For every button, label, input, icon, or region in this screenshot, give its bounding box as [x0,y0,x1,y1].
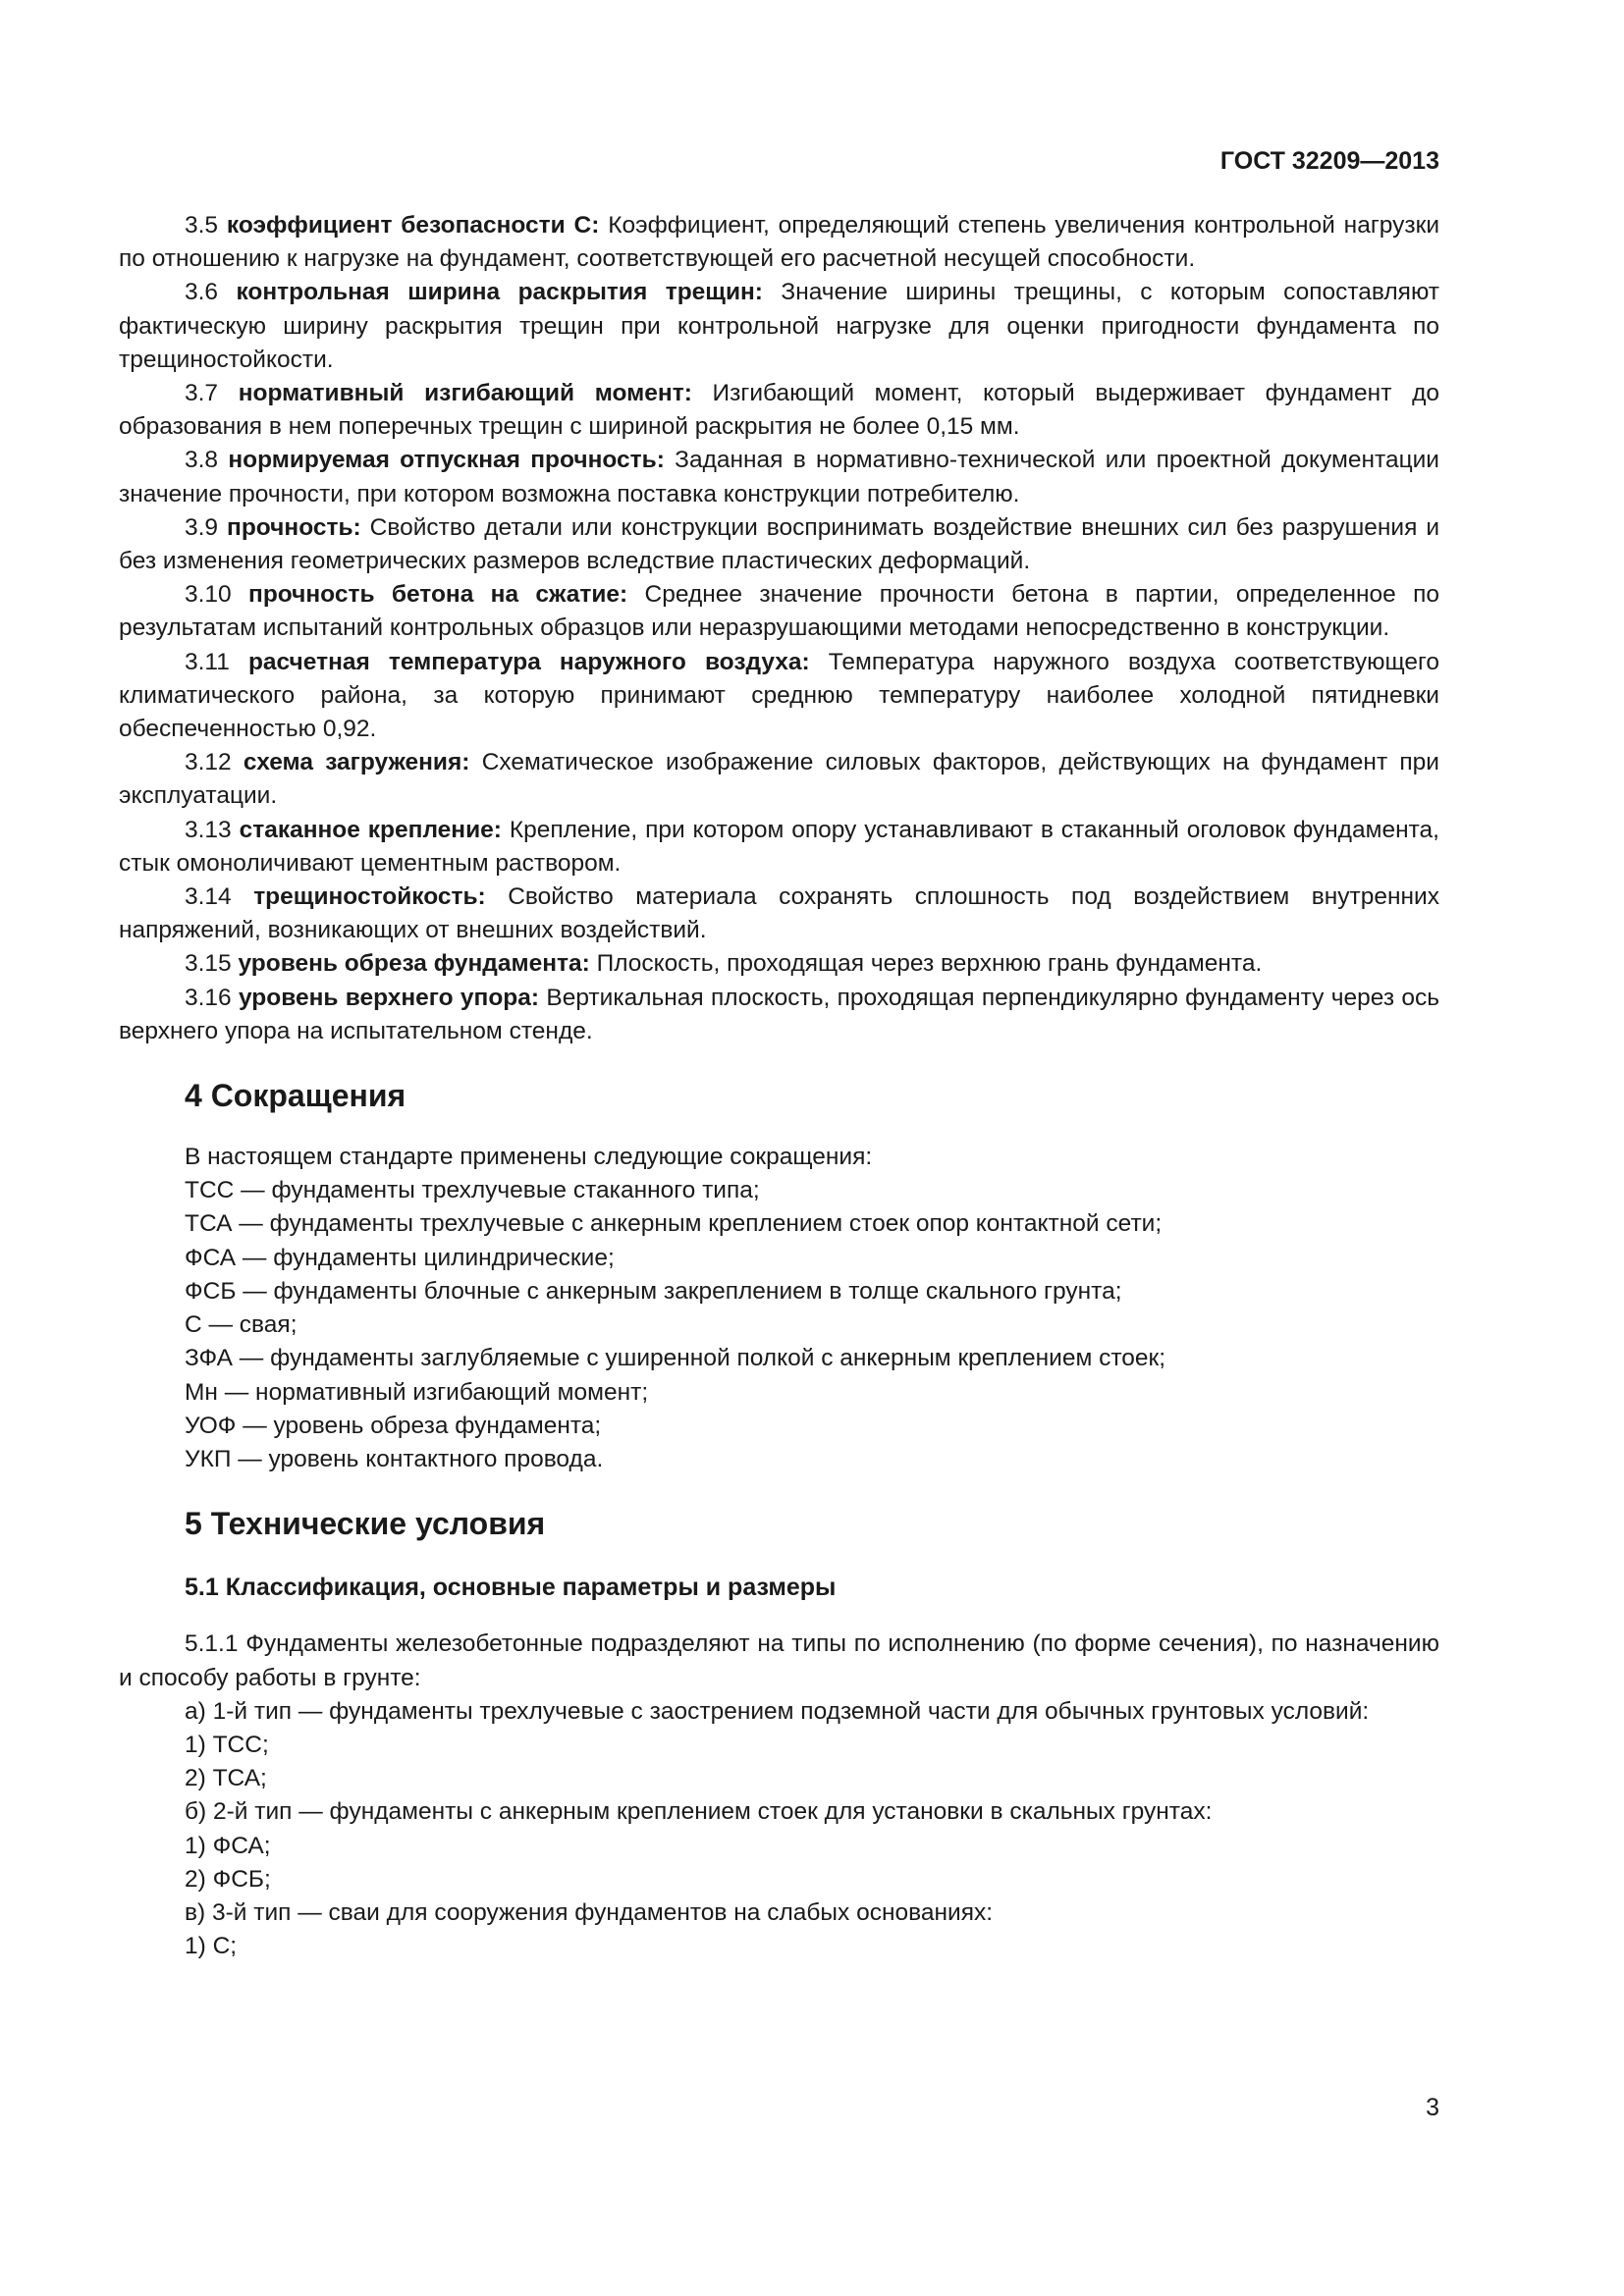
definition-3-16: 3.16 уровень верхнего упора: Вертикальная плоскость, проходящая перпендикулярно фундаменту через ось верхнего упора на испытательном стенде. [119,984,1439,1044]
definition-3-12: 3.12 схема загружения: Схематическое изображение силовых факторов, действующих на фундамент при эксплуатации. [119,749,1439,810]
list-item: ФСА — фундаменты цилиндрические; [185,1244,615,1271]
list-item: ТСА — фундаменты трехлучевые с анкерным креплением стоек опор контактной сети; [185,1210,1163,1238]
definition-3-7: 3.7 нормативный изгибающий момент: Изгибающий момент, который выдерживает фундамент до образования в нем поперечных трещин с шириной раскрытия не более 0,15 мм. [119,380,1439,441]
list-item: Мн — нормативный изгибающий момент; [185,1378,649,1406]
type-c-paragraph: в) 3-й тип — сваи для сооружения фундаментов на слабых основаниях: [185,1898,994,1926]
list-item: УОФ — уровень обреза фундамента; [185,1412,602,1439]
type-a-paragraph: а) 1-й тип — фундаменты трехлучевые с заострением подземной части для обычных грунтовых условий: [185,1697,1370,1725]
section-4-heading: 4 Сокращения [185,1078,406,1114]
definition-3-11: 3.11 расчетная температура наружного воздуха: Температура наружного воздуха соответствующего климатического района, за которую принимают среднюю температуру наиболее холодной пятидневки обеспеченностью 0,92. [119,648,1440,743]
list-item: 1) С; [185,1933,238,1960]
list-item: 1) ФСА; [185,1832,271,1859]
list-item: 2) ФСБ; [185,1865,271,1893]
list-item: УКП — уровень контактного провода. [185,1445,604,1472]
abbreviations-intro: В настоящем стандарте применены следующие сокращения: [185,1144,873,1171]
list-item: 1) ТСС; [185,1731,269,1758]
page-header-standard-id: ГОСТ 32209—2013 [1219,147,1439,175]
definition-3-9: 3.9 прочность: Свойство детали или конструкции воспринимать воздействие внешних сил без разрушения и без изменения геометрических размеров вследствие пластических деформаций. [119,513,1440,575]
definition-3-8: 3.8 нормируемая отпускная прочность: Заданная в нормативно-технической или проектной документации значение прочности, при котором возможна поставка конструкции потребителю. [119,447,1439,507]
definition-3-13: 3.13 стаканное крепление: Крепление, при котором опору устанавливают в стаканный оголовок фундамента, стык омоноличивают цементным раствором. [119,816,1439,877]
list-item: 2) ТСА; [185,1765,267,1792]
list-item: С — свая; [185,1311,298,1339]
paragraph-5-1-1: 5.1.1 Фундаменты железобетонные подразделяют на типы по исполнению (по форме сечения), по назначению и способу работы в грунте: [119,1630,1439,1691]
document-body [119,209,1439,1963]
abbreviations-list [185,1141,1439,1476]
list-item: ФСБ — фундаменты блочные с анкерным закреплением в толще скального грунта; [185,1277,1122,1305]
definition-3-5: 3.5 коэффициент безопасности С: Коэффициент, определяющий степень увеличения контрольной нагрузки по отношению к нагрузке на фундамент, соответствующей его расчетной несущей способности. [119,212,1439,273]
definition-3-14: 3.14 трещиностойкость: Свойство материала сохранять сплошность под воздействием внутренних напряжений, возникающих от внешних воздействий. [119,883,1439,944]
list-item: ЗФА — фундаменты заглубляемые с уширенной полкой с анкерным креплением стоек; [185,1345,1166,1372]
list-item: ТСС — фундаменты трехлучевые стаканного типа; [185,1177,760,1204]
definitions-list [119,209,1439,1048]
definition-3-6: 3.6 контрольная ширина раскрытия трещин: Значение ширины трещины, с которым сопоставляют фактическую ширину раскрытия трещин при контрольной нагрузке для оценки пригодности фундамента по трещиностойкости. [119,279,1440,373]
definition-3-15: 3.15 уровень обреза фундамента: Плоскость, проходящая через верхнюю грань фундамента. [185,950,1263,978]
section-5-1-heading: 5.1 Классификация, основные параметры и размеры [185,1574,837,1602]
section-5-heading: 5 Технические условия [185,1506,546,1542]
definition-3-10: 3.10 прочность бетона на сжатие: Среднее значение прочности бетона в партии, определенное по результатам испытаний контрольных образцов или неразрушающими методами непосредственно в конструкции. [119,581,1439,642]
page-number: 3 [1426,2094,1439,2121]
type-b-paragraph: б) 2-й тип — фундаменты с анкерным креплением стоек для установки в скальных грунтах: [185,1798,1213,1826]
